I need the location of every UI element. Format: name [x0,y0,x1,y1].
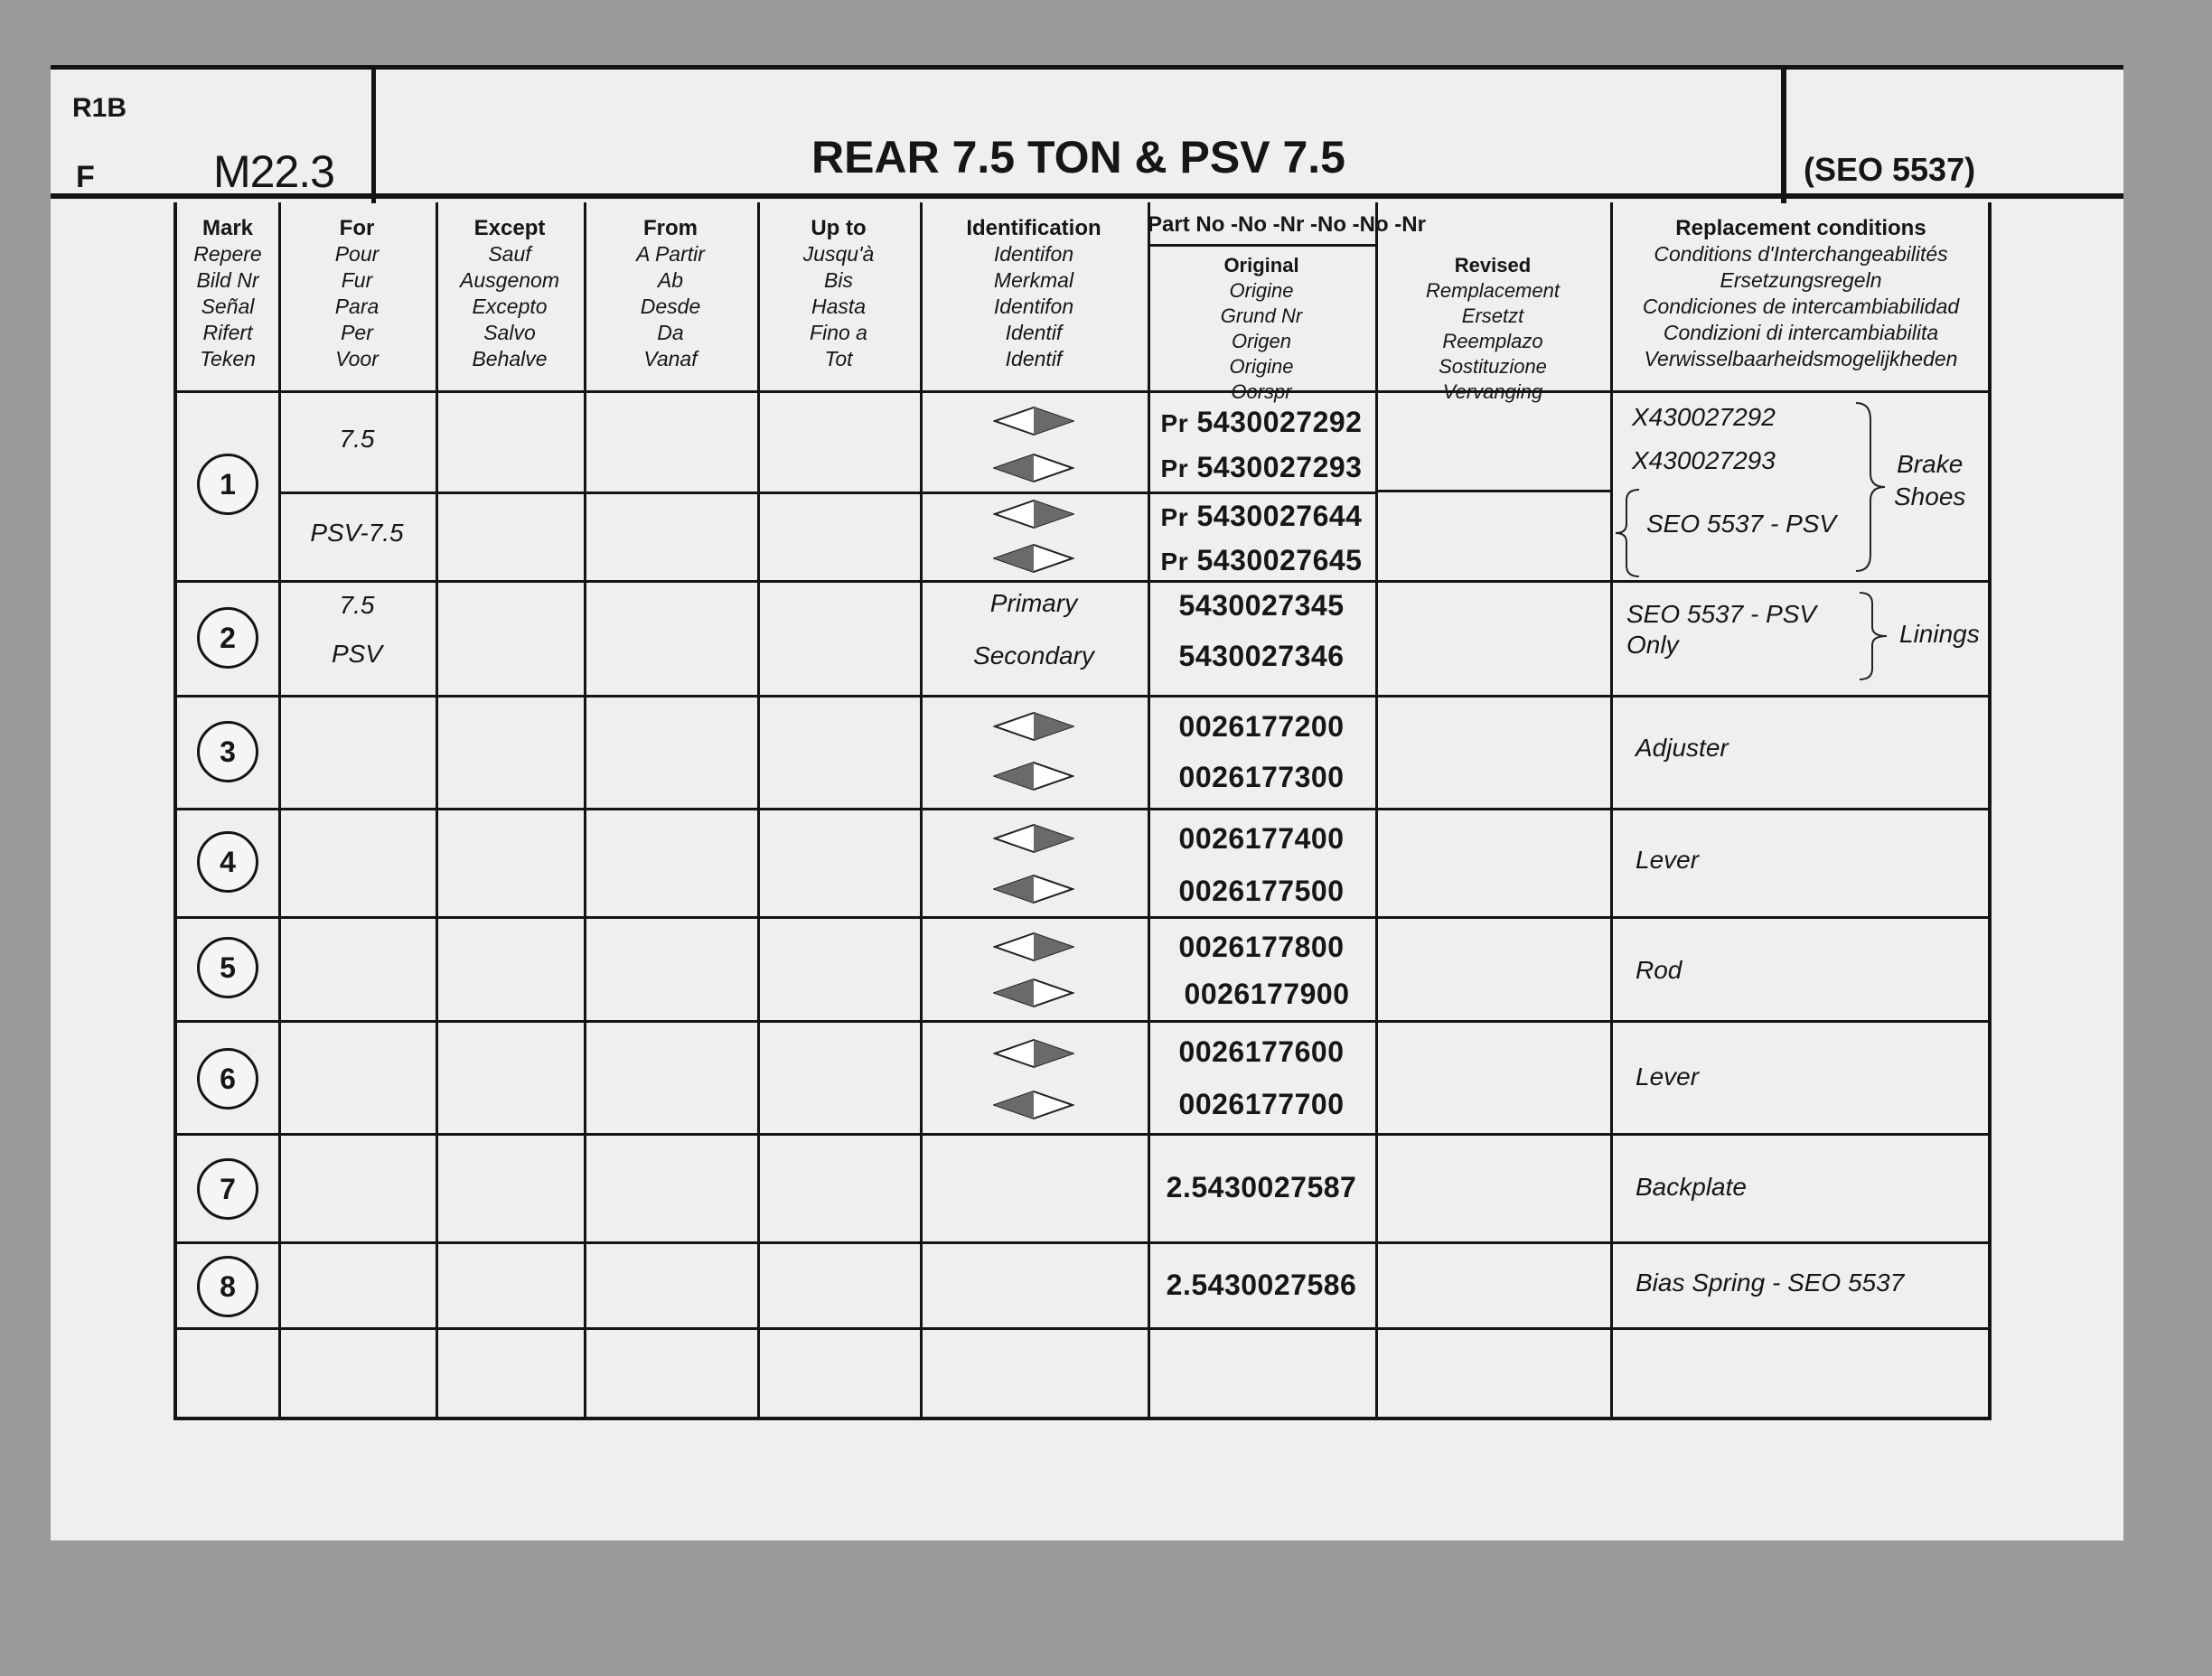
part-number: 0026177900 [1184,978,1350,1010]
for-value: PSV-7.5 [310,519,404,547]
replacement-condition: SEO 5537 - PSV [1646,510,1837,538]
part-number: 5430027345 [1178,589,1345,622]
part-number: 0026177800 [1178,931,1345,963]
diamond-right-icon [993,711,1074,742]
part-number: 0026177700 [1178,1088,1345,1120]
mark-circle: 3 [197,721,258,782]
replacement-condition: Backplate [1636,1173,1747,1201]
for-value: PSV [331,640,383,668]
mark-circle: 1 [197,454,258,515]
part-number: 0026177300 [1178,761,1345,793]
part-number: 0026177500 [1178,875,1345,907]
section-number: M22.3 [213,146,334,197]
col-original: Original Origine Grund Nr Origen Origine Oorspr [1220,254,1303,403]
part-number: 5430027346 [1178,640,1345,672]
col-for: For Pour Fur Para Per Voor [334,216,380,370]
diamond-left-icon [993,543,1074,574]
right-brace-icon [1858,591,1890,681]
part-number: Pr 5430027644 [1160,500,1363,532]
mark-circle: 2 [197,607,258,669]
mark-circle: 5 [197,937,258,998]
identification-text: Secondary [973,641,1094,669]
col-revised: Revised Remplacement Ersetzt Reemplazo Sostituzione Vervanging [1426,254,1560,403]
col-up-to: Up to Jusqu'à Bis Hasta Fino a Tot [802,216,875,370]
parts-table [173,202,1992,1420]
col-part-no: Part No -No -Nr -No -No -Nr [1148,212,1426,237]
mark-circle: 7 [197,1158,258,1220]
part-number: 0026177600 [1178,1035,1345,1068]
replacement-condition: Only [1626,631,1679,659]
replacement-condition: Lever [1636,846,1700,874]
seo-reference: (SEO 5537) [1804,151,1976,188]
part-number: 2.5430027586 [1166,1269,1357,1301]
diamond-right-icon [993,406,1074,436]
col-mark: Mark Repere Bild Nr Señal Rifert Teken [193,216,262,370]
parts-sheet [51,65,2123,1540]
col-from: From A Partir Ab Desde Da Vanaf [636,216,705,370]
col-replacement: Replacement conditions Conditions d'Interchangeabilités Ersetzungsregeln Condiciones de intercambiabilidad Condizioni di intercambiabilita Verwisselbaarheidsmogelijkheden [1642,216,1960,370]
part-number: Pr 5430027645 [1160,544,1363,576]
diamond-right-icon [993,499,1074,529]
diamond-right-icon [993,1038,1074,1069]
replacement-condition: Bias Spring - SEO 5537 [1636,1269,1905,1297]
replacement-condition: Adjuster [1636,734,1729,762]
part-number: Pr 5430027292 [1160,406,1363,438]
part-number: Pr 5430027293 [1160,451,1363,483]
for-value: 7.5 [339,425,375,453]
diamond-left-icon [993,761,1074,791]
identification-text: Primary [989,589,1078,617]
ref-code: R1B [72,93,127,123]
replacement-condition: SEO 5537 - PSV [1626,600,1817,628]
mark-circle: 8 [197,1256,258,1317]
replacement-condition: X430027293 [1632,446,1776,474]
sheet-header [51,65,2123,199]
replacement-condition: Lever [1636,1063,1700,1091]
diamond-left-icon [993,874,1074,904]
part-number: 0026177400 [1178,822,1345,855]
diamond-left-icon [993,1090,1074,1120]
mark-circle: 4 [197,831,258,893]
col-except: Except Sauf Ausgenom Excepto Salvo Behalve [460,216,559,370]
for-value: 7.5 [339,591,375,619]
group-label: Brake Shoes [1894,450,1966,510]
diamond-right-icon [993,932,1074,962]
left-brace-icon [1614,488,1641,578]
diamond-right-icon [993,823,1074,854]
col-identification: Identification Identifon Merkmal Identifon Identif Identif [966,216,1101,370]
part-number: 2.5430027587 [1166,1171,1357,1203]
mark-circle: 6 [197,1048,258,1110]
diamond-left-icon [993,978,1074,1008]
right-brace-icon [1854,401,1887,573]
replacement-condition: X430027292 [1632,403,1776,431]
page-title: REAR 7.5 TON & PSV 7.5 [811,132,1345,183]
part-number: 0026177200 [1178,710,1345,743]
replacement-condition: Rod [1636,956,1682,984]
diamond-left-icon [993,453,1074,483]
ref-letter: F [76,160,95,194]
group-label: Linings [1899,620,1980,648]
